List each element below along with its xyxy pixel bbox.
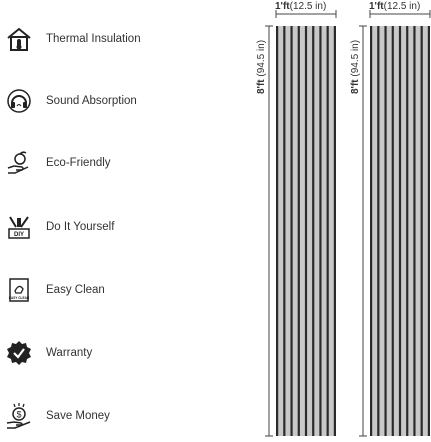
panel-slat	[416, 26, 421, 436]
acoustic-panel-2	[350, 0, 431, 442]
feature-label: Eco-Friendly	[46, 157, 111, 169]
panel-width-label: 1'ft(12.5 in)	[369, 1, 421, 12]
diy-tools-icon	[6, 214, 32, 240]
house-thermometer-icon	[6, 26, 32, 52]
feature-label: Sound Absorption	[46, 95, 137, 107]
feature-warranty	[6, 339, 196, 367]
acoustic-panel-1	[256, 0, 346, 442]
feature-label: Thermal Insulation	[46, 33, 141, 45]
hand-leaf-icon	[6, 150, 32, 176]
panel-slat	[401, 26, 406, 436]
panel-slat	[285, 26, 290, 436]
easy-clean-icon	[6, 277, 32, 303]
panel-slat	[293, 26, 298, 436]
panel-slat	[394, 26, 399, 436]
panel-slat	[307, 26, 312, 436]
panel-backing	[370, 26, 430, 436]
feature-save-money	[6, 402, 196, 430]
svg-text:$: $	[16, 409, 22, 420]
panel-slat	[278, 26, 283, 436]
panel-slat	[372, 26, 377, 436]
hand-dollar-icon	[6, 403, 32, 429]
panel-2-drawing	[350, 0, 431, 442]
panel-width-label: 1'ft(12.5 in)	[275, 1, 327, 12]
feature-label: Save Money	[46, 410, 110, 422]
svg-text:DIY: DIY	[13, 232, 25, 238]
feature-eco-friendly	[6, 149, 196, 177]
panel-height-label: 8'ft (94.5 in)	[256, 39, 267, 94]
feature-label: Easy Clean	[46, 284, 105, 296]
panel-slat	[322, 26, 327, 436]
panel-slat	[423, 26, 428, 436]
panel-slat	[379, 26, 384, 436]
feature-thermal-insulation	[6, 25, 196, 53]
feature-sound-absorption	[6, 87, 196, 115]
panel-slat	[329, 26, 334, 436]
panel-height-label: 8'ft (94.5 in)	[350, 39, 361, 94]
panel-slat	[387, 26, 392, 436]
panel-slat	[408, 26, 413, 436]
feature-label: Warranty	[46, 347, 93, 359]
warranty-badge-icon	[6, 340, 32, 366]
feature-do-it-yourself	[6, 213, 196, 241]
panel-backing	[276, 26, 336, 436]
svg-text:EASY CLEAN: EASY CLEAN	[8, 296, 30, 300]
headphones-icon	[6, 88, 32, 114]
panel-slat	[314, 26, 319, 436]
feature-easy-clean	[6, 276, 196, 304]
panel-slat	[300, 26, 305, 436]
feature-label: Do It Yourself	[46, 221, 115, 233]
panel-1-drawing	[256, 0, 346, 442]
